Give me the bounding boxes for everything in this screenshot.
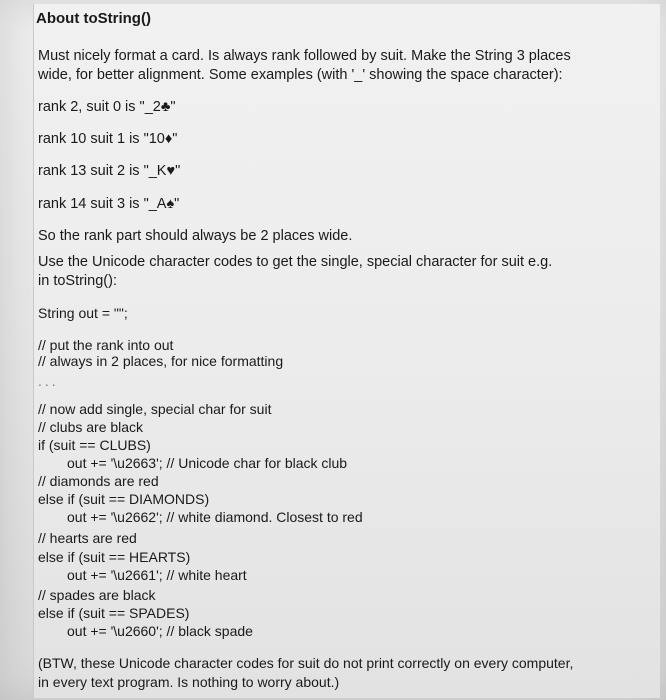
example-rank-14: rank 14 suit 3 is "_A♠"	[38, 196, 180, 212]
code-comment-rank: // put the rank into out	[38, 337, 174, 353]
intro-line-2: wide, for better alignment. Some examples (with '_' showing the space character):	[38, 67, 563, 83]
code-out-hearts: out += '\u2661'; // white heart	[67, 567, 247, 583]
example-rank-2: rank 2, suit 0 is "_2♣"	[38, 99, 176, 115]
unicode-note-line-2: in toString():	[38, 273, 117, 289]
code-comment-hearts: // hearts are red	[38, 530, 137, 546]
code-out-clubs: out += '\u2663'; // Unicode char for black club	[67, 455, 348, 471]
intro-line-1: Must nicely format a card. Is always rank followed by suit. Make the String 3 places	[38, 48, 571, 64]
code-if-hearts: else if (suit == HEARTS)	[38, 549, 191, 565]
code-if-diamonds: else if (suit == DIAMONDS)	[38, 491, 210, 507]
code-comment-suit: // now add single, special char for suit	[38, 401, 272, 417]
code-declaration: String out = "";	[38, 305, 128, 321]
code-if-spades: else if (suit == SPADES)	[38, 605, 190, 621]
btw-line-1: (BTW, these Unicode character codes for suit do not print correctly on every computer,	[38, 655, 574, 671]
code-comment-diamonds: // diamonds are red	[38, 473, 159, 489]
code-ellipsis: ...	[38, 373, 59, 389]
page-title: About toString()	[36, 10, 151, 27]
code-comment-format: // always in 2 places, for nice formatting	[38, 353, 284, 369]
unicode-note-line-1: Use the Unicode character codes to get the single, special character for suit e.g.	[38, 254, 553, 270]
code-out-spades: out += '\u2660'; // black spade	[67, 623, 253, 639]
rank-width-note: So the rank part should always be 2 places wide.	[38, 228, 353, 244]
code-out-diamonds: out += '\u2662'; // white diamond. Closest to red	[67, 509, 363, 525]
btw-line-2: in every text program. Is nothing to worry about.)	[38, 674, 340, 690]
code-if-clubs: if (suit == CLUBS)	[38, 437, 151, 453]
example-rank-10: rank 10 suit 1 is "10♦"	[38, 131, 178, 147]
code-comment-spades: // spades are black	[38, 587, 156, 603]
example-rank-13: rank 13 suit 2 is "_K♥"	[38, 163, 181, 179]
code-comment-clubs: // clubs are black	[38, 419, 144, 435]
